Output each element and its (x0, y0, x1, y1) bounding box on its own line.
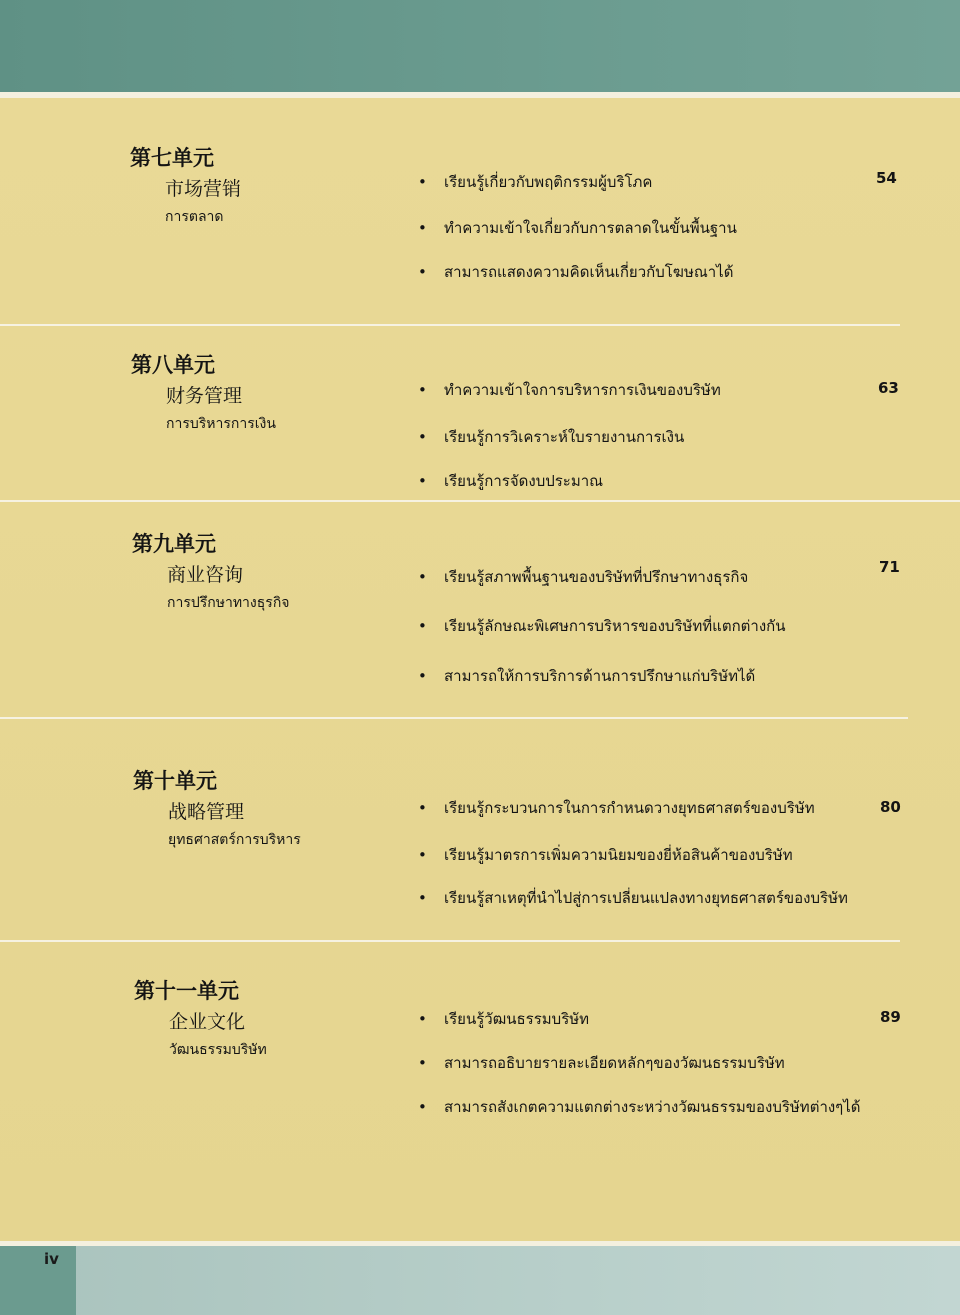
objective-item: • เรียนรู้การวิเคราะห์ใบรายงานการเงิน (418, 428, 685, 446)
objective-text: สามารถอธิบายรายละเอียดหลักๆของวัฒนธรรมบริษัท (444, 1054, 785, 1072)
unit-title: 第十一单元 (134, 978, 239, 1003)
section-divider (0, 940, 900, 942)
objective-item: • เรียนรู้วัฒนธรรมบริษัท (418, 1010, 590, 1028)
folio: iv (44, 1250, 59, 1268)
objective-item: • สามารถให้การบริการด้านการปรึกษาแก่บริษัทได้ (418, 667, 756, 685)
objective-text: ทำความเข้าใจเกี่ยวกับการตลาดในขั้นพื้นฐาน (444, 219, 737, 237)
unit-thai-title: วัฒนธรรมบริษัท (169, 1042, 267, 1058)
objective-text: เรียนรู้ลักษณะพิเศษการบริหารของบริษัทที่แตกต่างกัน (444, 617, 786, 635)
objective-text: สามารถสังเกตความแตกต่างระหว่างวัฒนธรรมของบริษัทต่างๆได้ (444, 1098, 861, 1116)
page-number[interactable]: 80 (880, 798, 901, 816)
unit-thai-title: การตลาด (165, 209, 224, 225)
unit-chinese-title: 市场营销 (165, 178, 242, 200)
unit-chinese-title: 财务管理 (166, 385, 243, 407)
page-number[interactable]: 54 (876, 169, 897, 187)
objective-item: • สามารถอธิบายรายละเอียดหลักๆของวัฒนธรรมบริษัท (418, 1054, 785, 1072)
section-divider (0, 324, 900, 326)
unit-thai-title: การบริหารการเงิน (166, 416, 276, 432)
objective-item: • ทำความเข้าใจเกี่ยวกับการตลาดในขั้นพื้นฐาน (418, 219, 737, 237)
page-number-tab (0, 1246, 76, 1315)
objective-item: • เรียนรู้ลักษณะพิเศษการบริหารของบริษัทที่แตกต่างกัน (418, 617, 786, 635)
objective-text: เรียนรู้กระบวนการในการกำหนดวางยุทธศาสตร์ของบริษัท (444, 799, 815, 817)
objective-text: เรียนรู้การวิเคราะห์ใบรายงานการเงิน (444, 428, 685, 446)
unit-chinese-title: 商业咨询 (167, 564, 244, 586)
objective-item: • เรียนรู้การจัดงบประมาณ (418, 472, 604, 490)
objective-text: เรียนรู้สาเหตุที่นำไปสู่การเปลี่ยนแปลงทางยุทธศาสตร์ของบริษัท (444, 889, 848, 907)
objective-text: เรียนรู้เกี่ยวกับพฤติกรรมผู้บริโภค (444, 173, 653, 191)
unit-chinese-title: 企业文化 (169, 1011, 246, 1033)
objective-text: เรียนรู้การจัดงบประมาณ (444, 472, 604, 490)
objective-text: สามารถให้การบริการด้านการปรึกษาแก่บริษัทได้ (444, 667, 756, 685)
objective-text: สามารถแสดงความคิดเห็นเกี่ยวกับโฆษณาได้ (444, 263, 734, 281)
unit-thai-title: การปรึกษาทางธุรกิจ (167, 595, 290, 611)
unit-chinese-title: 战略管理 (168, 801, 245, 823)
objective-item: • เรียนรู้มาตรการเพิ่มความนิยมของยี่ห้อสินค้าของบริษัท (418, 846, 793, 864)
header-band (0, 0, 960, 92)
objective-item: • เรียนรู้สภาพพื้นฐานของบริษัทที่ปรึกษาทางธุรกิจ (418, 568, 749, 586)
objective-item: • เรียนรู้สาเหตุที่นำไปสู่การเปลี่ยนแปลงทางยุทธศาสตร์ของบริษัท (418, 889, 848, 907)
section-divider (0, 717, 908, 719)
unit-title: 第七单元 (130, 145, 214, 170)
objective-text: เรียนรู้สภาพพื้นฐานของบริษัทที่ปรึกษาทางธุรกิจ (444, 568, 749, 586)
footer-band (0, 1246, 960, 1315)
unit-title: 第八单元 (131, 352, 215, 377)
page-number[interactable]: 89 (880, 1008, 901, 1026)
unit-title: 第九单元 (132, 531, 216, 556)
objective-item: • สามารถแสดงความคิดเห็นเกี่ยวกับโฆษณาได้ (418, 263, 734, 281)
objective-item: • ทำความเข้าใจการบริหารการเงินของบริษัท (418, 381, 721, 399)
objective-text: เรียนรู้มาตรการเพิ่มความนิยมของยี่ห้อสินค้าของบริษัท (444, 846, 793, 864)
objective-text: เรียนรู้วัฒนธรรมบริษัท (444, 1010, 590, 1028)
section-divider (0, 500, 960, 502)
objective-text: ทำความเข้าใจการบริหารการเงินของบริษัท (444, 381, 721, 399)
objective-item: • สามารถสังเกตความแตกต่างระหว่างวัฒนธรรมของบริษัทต่างๆได้ (418, 1098, 861, 1116)
unit-title: 第十单元 (133, 768, 217, 793)
objective-item: • เรียนรู้เกี่ยวกับพฤติกรรมผู้บริโภค (418, 173, 653, 191)
unit-thai-title: ยุทธศาสตร์การบริหาร (168, 832, 301, 848)
page-number[interactable]: 63 (878, 379, 899, 397)
objective-item: • เรียนรู้กระบวนการในการกำหนดวางยุทธศาสตร์ของบริษัท (418, 799, 815, 817)
page-number[interactable]: 71 (879, 558, 900, 576)
